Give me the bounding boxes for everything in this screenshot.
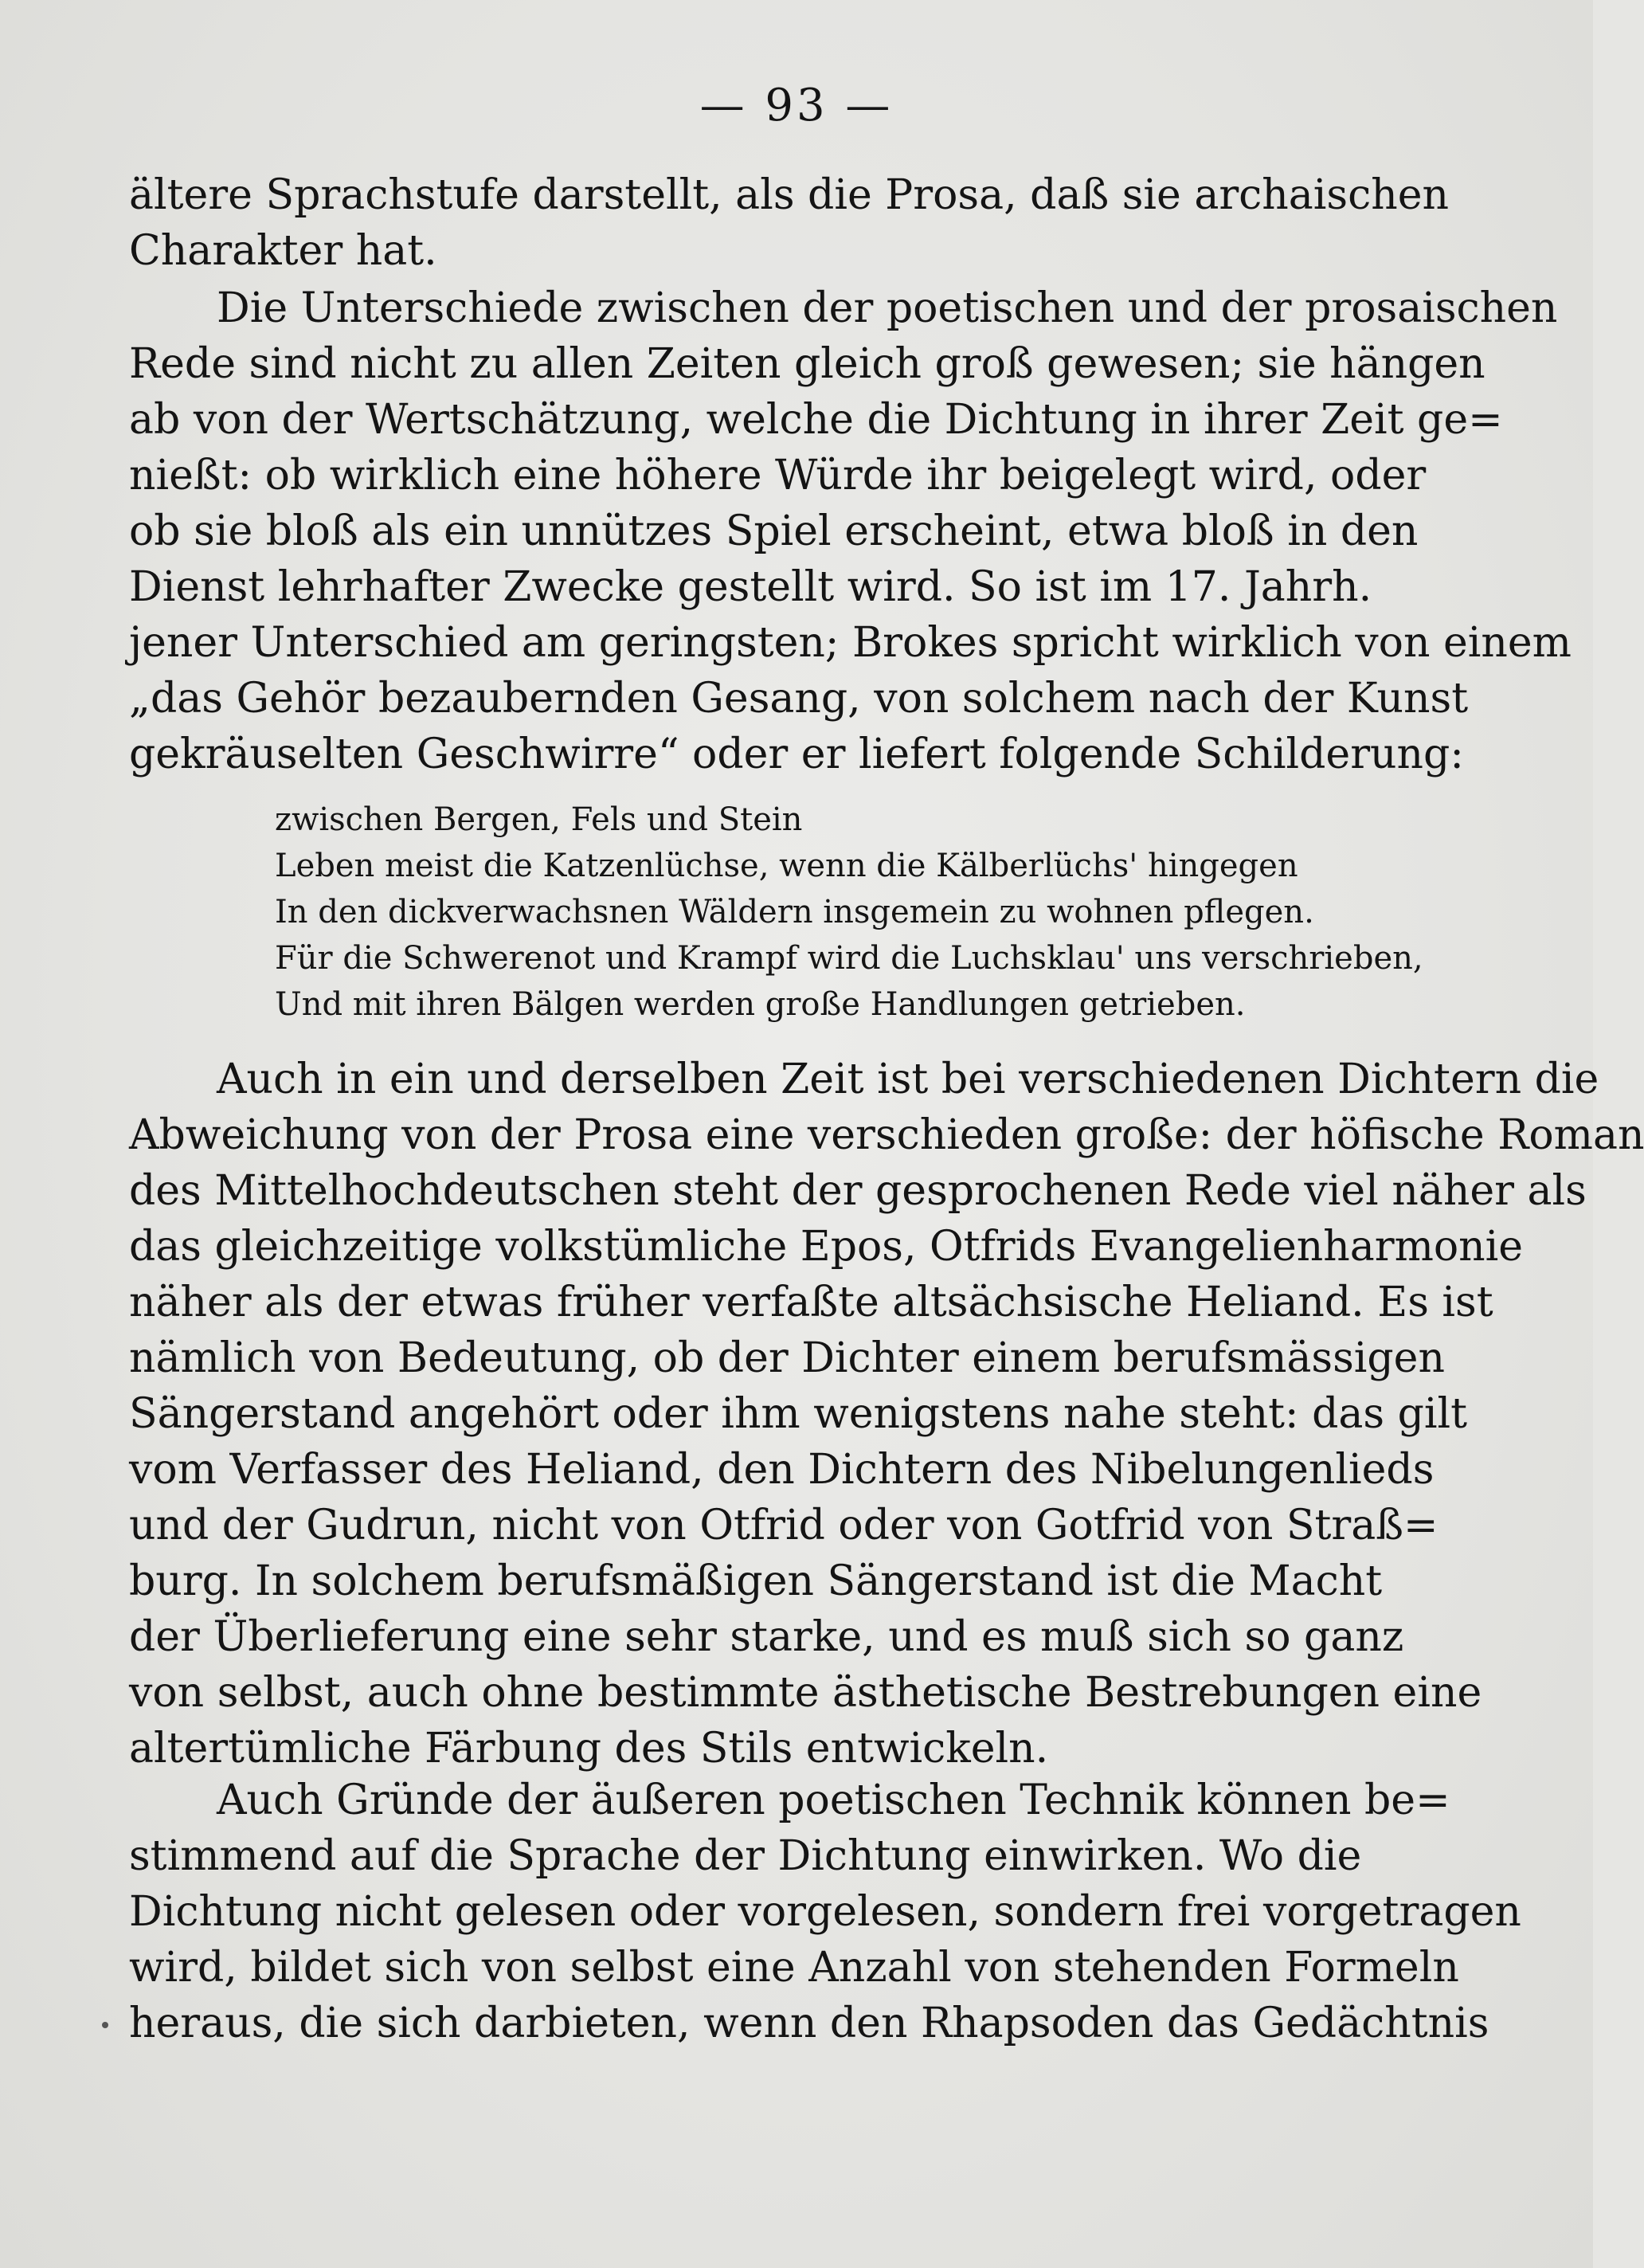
text-line: ab von der Wertschätzung, welche die Dichtung in ihrer Zeit ge= bbox=[129, 396, 1503, 444]
text-line: des Mittelhochdeutschen steht der gesprochenen Rede viel näher als bbox=[129, 1167, 1587, 1215]
text-line: Charakter hat. bbox=[129, 227, 437, 275]
text-line: heraus, die sich darbieten, wenn den Rhapsoden das Gedächtnis bbox=[129, 2000, 1489, 2047]
paragraph-4 bbox=[129, 1772, 1521, 2051]
text-line: wird, bildet sich von selbst eine Anzahl von stehenden Formeln bbox=[129, 1944, 1459, 1992]
text-line: burg. In solchem berufsmäßigen Sängerstand ist die Macht bbox=[129, 1557, 1383, 1605]
text-line: gekräuselten Geschwirre“ oder er liefert folgende Schilderung: bbox=[129, 731, 1464, 778]
text-line: der Überlieferung eine sehr starke, und es muß sich so ganz bbox=[129, 1613, 1404, 1661]
text-line: Die Unterschiede zwischen der poetischen und der prosaischen bbox=[217, 284, 1558, 332]
text-line: Dienst lehrhafter Zwecke gestellt wird. So ist im 17. Jahrh. bbox=[129, 563, 1372, 611]
text-line: Dichtung nicht gelesen oder vorgelesen, sondern frei vorgetragen bbox=[129, 1888, 1521, 1936]
text-line: und der Gudrun, nicht von Otfrid oder von Gotfrid von Straß= bbox=[129, 1502, 1438, 1549]
text-line: Abweichung von der Prosa eine verschieden große: der höfische Roman bbox=[129, 1111, 1644, 1159]
verse-line: Leben meist die Katzenlüchse, wenn die Kälberlüchs' hingegen bbox=[275, 848, 1298, 884]
verse-quotation bbox=[275, 797, 1423, 1028]
verse-line: Für die Schwerenot und Krampf wird die Luchsklau' uns verschrieben, bbox=[275, 940, 1423, 977]
paragraph-2 bbox=[129, 280, 1572, 782]
text-line: das gleichzeitige volkstümliche Epos, Otfrids Evangelienharmonie bbox=[129, 1223, 1524, 1271]
page-number: — 93 — bbox=[699, 80, 894, 131]
verse-line: zwischen Bergen, Fels und Stein bbox=[275, 801, 803, 838]
text-line: ältere Sprachstufe darstellt, als die Prosa, daß sie archaischen bbox=[129, 171, 1449, 219]
text-line: Auch in ein und derselben Zeit ist bei verschiedenen Dichtern die bbox=[217, 1056, 1599, 1103]
verse-line: Und mit ihren Bälgen werden große Handlungen getrieben. bbox=[275, 986, 1246, 1023]
text-line: stimmend auf die Sprache der Dichtung einwirken. Wo die bbox=[129, 1832, 1362, 1880]
text-line: vom Verfasser des Heliand, den Dichtern des Nibelungenlieds bbox=[129, 1446, 1435, 1494]
verse-line: In den dickverwachsnen Wäldern insgemein zu wohnen pflegen. bbox=[275, 894, 1314, 930]
paragraph-1 bbox=[129, 167, 1449, 279]
text-line: jener Unterschied am geringsten; Brokes spricht wirklich von einem bbox=[129, 619, 1572, 667]
text-line: Auch Gründe der äußeren poetischen Technik können be= bbox=[217, 1776, 1450, 1824]
text-line: „das Gehör bezaubernden Gesang, von solchem nach der Kunst bbox=[129, 675, 1469, 723]
text-line: nießt: ob wirklich eine höhere Würde ihr beigelegt wird, oder bbox=[129, 452, 1427, 499]
text-line: altertümliche Färbung des Stils entwickeln. bbox=[129, 1725, 1049, 1772]
text-line: ob sie bloß als ein unnützes Spiel erscheint, etwa bloß in den bbox=[129, 507, 1419, 555]
text-line: Sängerstand angehört oder ihm wenigstens nahe steht: das gilt bbox=[129, 1390, 1468, 1438]
text-line: näher als der etwas früher verfaßte altsächsische Heliand. Es ist bbox=[129, 1279, 1493, 1326]
text-line: von selbst, auch ohne bestimmte ästhetische Bestrebungen eine bbox=[129, 1669, 1482, 1717]
paragraph-3 bbox=[129, 1052, 1644, 1776]
text-line: nämlich von Bedeutung, ob der Dichter einem berufsmässigen bbox=[129, 1334, 1445, 1382]
ink-speck bbox=[102, 2022, 108, 2028]
text-line: Rede sind nicht zu allen Zeiten gleich groß gewesen; sie hängen bbox=[129, 340, 1485, 388]
